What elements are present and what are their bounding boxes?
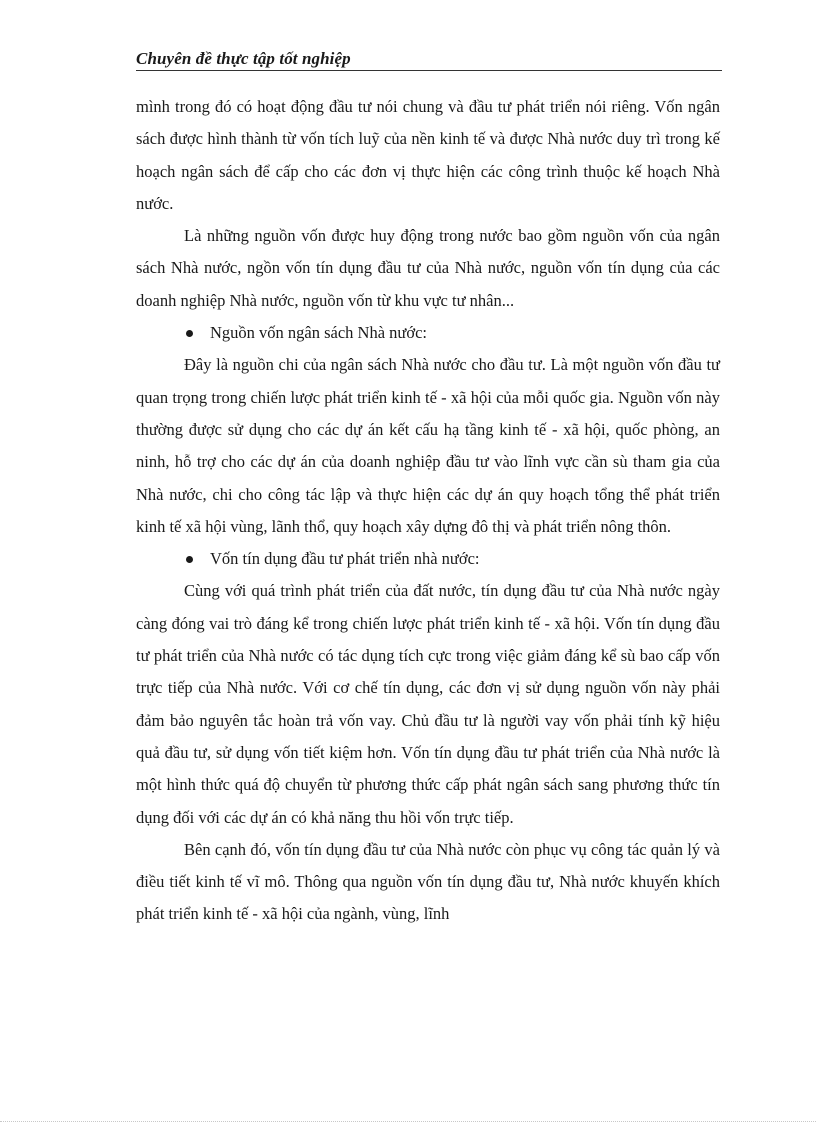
document-body xyxy=(136,91,720,931)
paragraph-macro-management: Bên cạnh đó, vốn tín dụng đầu tư của Nhà nước còn phục vụ công tác quản lý và điều tiết kinh tế vĩ mô. Thông qua nguồn vốn tín dụng đầu tư, Nhà nước khuyến khích phát triển kinh tế - xã hội của ngành, vùng, lĩnh xyxy=(136,839,720,924)
bullet-state-credit xyxy=(136,543,720,575)
bullet-dot-icon xyxy=(186,330,193,337)
paragraph-state-credit: Cùng với quá trình phát triển của đất nước, tín dụng đầu tư của Nhà nước ngày càng đóng vai trò đáng kể trong chiến lược phát triển kinh tế - xã hội. Vốn tín dụng đầu tư phát triển của Nhà nước có tác dụng tích cực trong việc giảm đáng kể sù bao cấp vốn trực tiếp của Nhà nước. Với cơ chế tín dụng, các đơn vị sử dụng nguồn vốn này phải đảm bảo nguyên tắc hoàn trả vốn vay. Chủ đầu tư là người vay vốn phải tính kỹ hiệu quả đầu tư, sử dụng vốn tiết kiệm hơn. Vốn tín dụng đầu tư phát triển của Nhà nước là một hình thức quá độ chuyển từ phương thức cấp phát ngân sách sang phương thức tín dụng đối với các dự án có khả năng thu hồi vốn trực tiếp. xyxy=(136,581,720,827)
page-bottom-rule xyxy=(0,1121,816,1122)
paragraph-continuation: mình trong đó có hoạt động đầu tư nói chung và đầu tư phát triển nói riêng. Vốn ngân sách được hình thành từ vốn tích luỹ của nền kinh tế và được Nhà nước duy trì trong kế hoạch ngân sách để cấp cho các đơn vị thực hiện các công trình thuộc kế hoạch Nhà nước. xyxy=(136,97,720,213)
bullet-state-credit-label: Vốn tín dụng đầu tư phát triển nhà nước: xyxy=(210,549,480,569)
bullet-state-budget-label: Nguồn vốn ngân sách Nhà nước: xyxy=(210,323,427,343)
bullet-state-budget xyxy=(136,317,720,349)
header-title: Chuyên đề thực tập tốt nghiệp xyxy=(136,49,351,68)
bullet-dot-icon xyxy=(186,556,193,563)
page-header xyxy=(136,48,722,71)
paragraph-state-budget: Đây là nguồn chi của ngân sách Nhà nước cho đầu tư. Là một nguồn vốn đầu tư quan trọng trong chiến lược phát triển kinh tế - xã hội của mỗi quốc gia. Nguồn vốn này thường được sử dụng cho các dự án kết cấu hạ tầng kinh tế - xã hội, quốc phòng, an ninh, hỗ trợ cho các dự án của doanh nghiệp đầu tư vào lĩnh vực cần sù tham gia của Nhà nước, chi cho công tác lập và thực hiện các dự án quy hoạch tổng thể phát triển kinh tế xã hội vùng, lãnh thổ, quy hoạch xây dựng đô thị và phát triển nông thôn. xyxy=(136,355,720,536)
paragraph-domestic-sources: Là những nguồn vốn được huy động trong nước bao gồm nguồn vốn của ngân sách Nhà nước, ngồn vốn tín dụng đầu tư của Nhà nước, nguồn vốn tín dụng của các doanh nghiệp Nhà nước, nguồn vốn từ khu vực tư nhân... xyxy=(136,226,720,310)
